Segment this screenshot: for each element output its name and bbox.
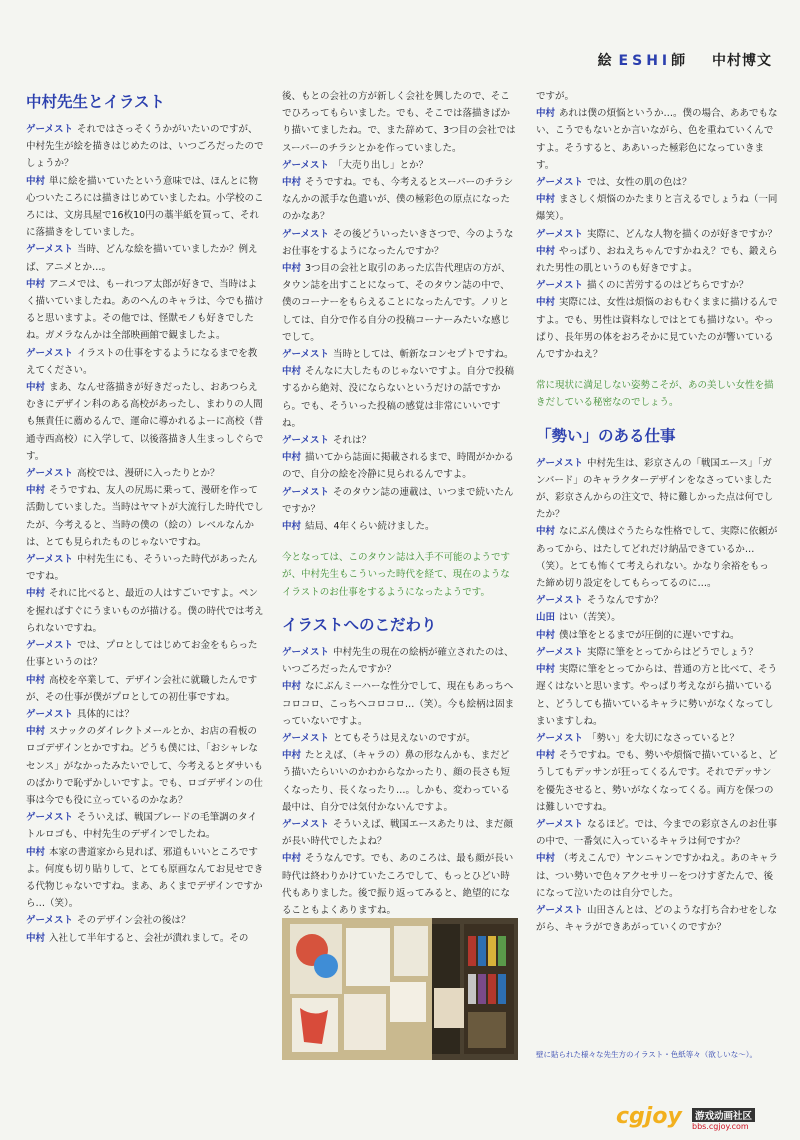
speech-text: それに比べると、最近の人はすごいですよ。ペンを握ればすぐにうまいものが描ける。僕の時代では考えられないですね。: [26, 588, 264, 634]
studio-photo: [282, 918, 518, 1060]
speech-text: 中村先生の現在の絵柄が確立されたのは、いつごろだったんですか？: [282, 646, 514, 676]
speech-text: そうですね。でも、今考えるとスーパーのチラシなんかの派手な色遣いが、僕の極彩色の原点になったのかなあ？: [282, 177, 514, 223]
column-1: [26, 90, 266, 947]
speech-text: なるほど。では、今までの彩京さんのお仕事の中で、一番気に入っているキャラは何ですか？: [536, 818, 778, 848]
speaker-label: 中村: [26, 278, 46, 290]
speech-text: 単に絵を描いていたという意味では、ほんとに物心ついたころには描きはじめていましたね。小学校のころには、文房具屋で16枚10円の藁半紙を買って、それに落描きをしていました。: [26, 175, 264, 239]
speaker-label: ゲーメスト: [282, 486, 330, 498]
interview-line: [536, 294, 778, 363]
speaker-label: 中村: [26, 485, 46, 497]
speaker-label: ゲーメスト: [26, 812, 74, 824]
logo-url: bbs.cgjoy.com: [692, 1122, 749, 1131]
interview-line: [26, 930, 266, 947]
speaker-label: 中村: [282, 750, 302, 762]
speaker-label: 中村: [536, 108, 556, 120]
speech-text: まあ、なんせ落描きが好きだったし、おあつらえむきにデザイン科のある高校があったし、まわりの人間も無責任に薦めるんで、運命に導かれるよーに高校（普通寺西高校）に入学して、以後落描き人生まっしぐらです。: [26, 382, 264, 462]
speech-text: 中村先生にも、そういった時代があったんですね。: [26, 554, 258, 583]
lead-paragraph-3: 常に現状に満足しない姿勢こそが、あの美しい女性を描きだしている秘密なのでしょう。: [536, 380, 774, 409]
interview-line: [26, 723, 266, 809]
interview-line: [282, 226, 518, 260]
speaker-label: 中村: [536, 297, 556, 309]
speech-text: そうなんですか？: [587, 595, 664, 607]
speaker-label: ゲーメスト: [536, 732, 584, 744]
artist-name: 中村博文: [712, 53, 772, 69]
studio-photo-image: [282, 918, 518, 1060]
speech-text: そうですね、友人の尻馬に乗って、漫研を作って活動していました。当時はヤマトが大流行した時代でしたが、今考えると、当時の僕の（絵の）レベルなんかは、とても見られたものじゃないですね。: [26, 485, 264, 548]
speech-text: はい（苦笑）。: [559, 612, 621, 624]
interview-body-2a: [282, 88, 518, 535]
speech-text: 実際に筆をとってからはどうでしょう？: [587, 646, 758, 658]
speech-text: そのタウン誌の連載は、いつまで続いたんですか？: [282, 486, 514, 515]
speaker-label: ゲーメスト: [536, 904, 584, 916]
speech-text: 後、もとの会社の方が新しく会社を興したので、そこでひろってもらいました。でも、そこでは落描きばかり描いてましたね。で、また辞めて、3つ目の会社ではスーパーのチラシとかを作っていました。: [282, 91, 516, 154]
article-header: [598, 50, 772, 70]
speech-text: アニメでは、もーれつア太郎が好きで、当時はよく描いていましたね。あのへんのキャラは、今でも描けると思いますよ。その他では、怪獣モノも好きでしたね。ガメラなんかは全部映画館で観ましたよ。: [26, 278, 264, 342]
interview-line: [536, 661, 778, 730]
interview-line: [26, 241, 266, 275]
speaker-label: 中村: [282, 521, 302, 533]
speech-text: では、プロとしてはじめてお金をもらった仕事というのは？: [26, 640, 258, 669]
interview-line: [26, 121, 266, 173]
speech-text: そういえば、戦国エースあたりは、まだ顔が長い時代でしたよね？: [282, 818, 514, 848]
speaker-label: 中村: [26, 382, 46, 394]
speech-text: 結局、4年くらい続けました。: [305, 521, 435, 533]
speaker-label: 中村: [282, 681, 302, 693]
speech-text: そのデザイン会社の後は？: [77, 915, 191, 927]
speech-text: 高校を卒業して、デザイン会社に就職したんですが、その仕事が僕がプロとしての初仕事ですね。: [26, 674, 258, 703]
speaker-label: ゲーメスト: [26, 244, 74, 256]
speech-text: やっぱり、おねえちゃんですかねえ？でも、鍛えられた男性の肌というのも好きですよ。: [536, 245, 778, 275]
speaker-label: ゲーメスト: [26, 554, 74, 566]
speech-text: 描いてから誌面に掲載されるまで、時間がかかるので、自分の絵を冷静に見られるんですよ。: [282, 452, 514, 481]
interview-line: [26, 706, 266, 723]
speaker-label: 中村: [536, 245, 556, 257]
interview-line: [282, 449, 518, 483]
interview-line: [26, 173, 266, 242]
interview-line: [536, 105, 778, 174]
interview-line: [26, 345, 266, 379]
speaker-label: 中村: [536, 629, 556, 641]
interview-line: [282, 644, 518, 678]
speaker-label: ゲーメスト: [282, 732, 330, 744]
interview-line: [536, 609, 778, 626]
speech-text: 実際に筆をとってからは、普通の方と比べて、そう遅くはないと思います。やっぱり考えながら描いていると、どうしても描いているキャラに勢いがなくなってしまいますしね。: [536, 664, 778, 727]
interview-line: [536, 850, 778, 902]
section-heading-illust: 中村先生とイラスト: [26, 93, 166, 111]
speaker-label: 中村: [26, 846, 46, 858]
speech-text: なにぶんミーハーな性分でして、現在もあっちへコロコロ、こっちへコロコロ…（笑）。今も絵柄は固まっていないですよ。: [282, 681, 515, 727]
interview-line: [26, 672, 266, 706]
speaker-label: ゲーメスト: [26, 708, 74, 720]
interview-line: [26, 551, 266, 585]
interview-line: [536, 88, 778, 105]
lead-paragraph-2: 今となっては、このタウン誌は入手不可能のようですが、中村先生もこういった時代を経て、現在のようなイラストのお仕事をするようになったようです。: [282, 552, 511, 598]
speaker-label: 中村: [536, 750, 556, 762]
interview-line: [26, 482, 266, 551]
interview-line: [26, 585, 266, 637]
speaker-label: 中村: [26, 175, 46, 187]
speech-text: まさしく煩悩のかたまりと言えるでしょうね（一同爆笑）。: [536, 194, 778, 223]
interview-line: [26, 844, 266, 913]
interview-line: [536, 592, 778, 609]
speaker-label: ゲーメスト: [26, 640, 74, 652]
speaker-label: ゲーメスト: [26, 124, 74, 135]
speaker-label: ゲーメスト: [26, 915, 74, 927]
speech-text: （考えこんで）ヤンニャンですかねえ。あのキャラは、つい勢いで色々アクセサリーをつけすぎたんで、後になって泣いたのは自分でした。: [536, 853, 778, 899]
speaker-label: ゲーメスト: [26, 468, 74, 480]
speaker-label: ゲーメスト: [282, 646, 330, 658]
speech-text: ですが。: [536, 91, 575, 102]
speech-text: それは？: [333, 435, 372, 447]
speech-text: それではさっそくうかがいたいのですが、中村先生が絵を描きはじめたのは、いつごろだったのでしょうか？: [26, 124, 264, 170]
interview-line: [282, 518, 518, 535]
speaker-label: ゲーメスト: [536, 280, 584, 292]
interview-line: [282, 850, 518, 919]
speech-text: イラストの仕事をするようになるまでを教えてください。: [26, 347, 258, 376]
speech-text: 当時としては、斬新なコンセプトですね。: [333, 349, 514, 361]
speaker-label: 中村: [282, 452, 302, 464]
speaker-label: ゲーメスト: [536, 228, 584, 240]
speech-text: 「大売り出し」とか？: [333, 159, 429, 171]
interview-body-1: [26, 121, 266, 947]
speaker-label: 中村: [536, 194, 556, 206]
speaker-label: ゲーメスト: [282, 349, 330, 361]
interview-line: [26, 637, 266, 671]
interview-line: [26, 276, 266, 345]
speaker-label: ゲーメスト: [282, 818, 330, 830]
speaker-label: ゲーメスト: [536, 818, 584, 830]
interview-line: [282, 730, 518, 747]
speech-text: 僕は筆をとるまでが圧倒的に遅いですね。: [559, 629, 740, 641]
speaker-label: ゲーメスト: [536, 177, 584, 189]
speaker-label: 中村: [282, 177, 302, 189]
interview-line: [536, 902, 778, 936]
cgjoy-logo: [616, 1104, 782, 1132]
speech-text: 入社して半年すると、会社が潰れまして。その: [49, 932, 249, 944]
interview-line: [26, 809, 266, 843]
speech-text: 本家の書道家から見れば、邪道もいいところですよ。何度も切り貼りして、とても原画なんてお見せできる代物じゃないですね。まあ、あくまでデザインですから…（笑）。: [26, 846, 264, 910]
speech-text: 中村先生は、彩京さんの「戦国エース」「ガンバード」のキャラクターデザインをなさっていましたが、彩京さんからの注文で、特に難しかった点は何でしたか？: [536, 457, 774, 521]
interview-line: [536, 730, 778, 747]
speech-text: 描くのに苦労するのはどちらですか？: [587, 280, 749, 292]
photo-caption: 壁に貼られた様々な先生方のイラスト・色紙等々（欲しいな～）。: [536, 1050, 758, 1059]
interview-line: [536, 226, 778, 243]
interview-line: [26, 379, 266, 465]
speech-text: そういえば、戦国ブレードの毛筆調のタイトルロゴも、中村先生のデザインでしたね。: [26, 812, 257, 841]
interview-line: [282, 88, 518, 157]
interview-line: [282, 816, 518, 850]
interview-line: [282, 363, 518, 432]
speaker-label: ゲーメスト: [282, 159, 330, 171]
interview-line: [282, 484, 518, 518]
interview-line: [536, 816, 778, 850]
speech-text: 高校では、漫研に入ったりとか？: [77, 468, 220, 480]
speech-text: あれは僕の煩悩というか…。僕の場合、ああでもない、こうでもないとか言いながら、色を重ねていくんですよ。そうすると、ああいった極彩色になっていきます。: [536, 108, 778, 171]
speech-text: とてもそうは見えないのですが。: [333, 732, 476, 744]
interview-line: [536, 523, 778, 592]
speech-text: その後どういったいきさつで、今のようなお仕事をするようになったんですか？: [282, 228, 514, 257]
speech-text: なにぶん僕はぐうたらな性格でして、実際に依頼があってから、はたしてどれだけ納品できているか…（笑）。とても怖くて考えられない。かなり余裕をもった締め切り設定をしてもらってるのに…。: [536, 526, 778, 590]
interview-line: [536, 627, 778, 644]
speaker-label: ゲーメスト: [536, 646, 584, 658]
speaker-label: ゲーメスト: [536, 457, 584, 469]
speech-text: では、女性の肌の色は？: [587, 177, 692, 189]
interview-line: [282, 174, 518, 226]
interview-line: [282, 747, 518, 816]
speaker-label: ゲーメスト: [26, 347, 74, 359]
interview-line: [282, 432, 518, 449]
speech-text: たとえば、（キャラの）鼻の形なんかも、まだどう描いたらいいのかわからなかったり、顔の長さも短くなったり、長くなったり…。しかも、変わっている最中は、自分では気付かないんですよ。: [282, 750, 511, 813]
interview-body-3b: [536, 455, 778, 937]
logo-tag: 游戏动画社区: [692, 1108, 755, 1122]
interview-line: [536, 455, 778, 524]
column-3: [536, 88, 778, 936]
interview-line: [536, 191, 778, 225]
interview-line: [26, 465, 266, 482]
speaker-label: 中村: [26, 674, 46, 686]
speaker-label: 中村: [26, 588, 46, 600]
speech-text: 「勢い」を大切になさっていると？: [587, 732, 740, 744]
interview-line: [282, 260, 518, 346]
column-2: [282, 88, 518, 954]
interview-line: [282, 346, 518, 363]
interview-line: [282, 157, 518, 174]
header-prefix: 絵: [597, 53, 613, 69]
speaker-label: 中村: [282, 853, 302, 865]
speaker-label: 中村: [536, 526, 556, 538]
speaker-label: 中村: [26, 932, 46, 944]
speaker-label: 中村: [536, 664, 556, 676]
speaker-label: 山田: [536, 612, 556, 624]
speaker-label: 中村: [282, 366, 302, 378]
header-suffix: 師: [671, 53, 687, 69]
speech-text: 山田さんとは、どのような打ち合わせをしながら、キャラができあがっていくのですか？: [536, 904, 778, 934]
speech-text: 実際には、女性は煩悩のおもむくままに描けるんですよ。でも、男性は資料なしではとても描けない。やっぱり、長年男の体をおろそかに見ていたのが響いているんですかねえ？: [536, 297, 778, 361]
speaker-label: ゲーメスト: [536, 595, 584, 607]
speech-text: スナックのダイレクトメールとか、お店の看板のロゴデザインとかですね。どうも僕には、「おシャレなセンス」がなかったみたいでして、今考えるとダサいものばかりで恥ずかしいですよ。でも、ロゴデザインの仕事は今でも役に立っているのかなあ？: [26, 726, 264, 806]
interview-line: [26, 912, 266, 929]
speaker-label: 中村: [26, 726, 46, 738]
interview-line: [536, 277, 778, 294]
interview-line: [536, 174, 778, 191]
speech-text: そうなんです。でも、あのころは、最も顔が長い時代は終わりかけていたころでして、もっとひどい時代もありました。後で振り返ってみると、絶望的になることもよくありますね。: [282, 853, 514, 916]
speech-text: 当時、どんな絵を描いていましたか？例えば、アニメとか…。: [26, 244, 258, 273]
speaker-label: 中村: [282, 263, 302, 275]
speech-text: そうですね。でも、勢いや煩悩で描いていると、どうしてもデッサンが狂ってくるんです。それでデッサンを優先させると、勢いがなくなってくる。両方を保つのは難しいですね。: [536, 750, 778, 813]
speaker-label: ゲーメスト: [282, 435, 330, 447]
section-heading-ikioi: 「勢い」のある仕事: [536, 426, 676, 445]
interview-line: [536, 243, 778, 277]
logo-brand: cgjoy: [616, 1104, 682, 1129]
interview-line: [536, 644, 778, 661]
interview-line: [536, 747, 778, 816]
interview-line: [282, 678, 518, 730]
speech-text: 3つ目の会社と取引のあった広告代理店の方が、タウン誌を出すことになって、そのタウン誌の中で、僕のコーナーをもらえることになったんです。ノリとしては、自分で作る自分の投稿コーナーみたいな感じでして。: [282, 263, 511, 343]
interview-body-3a: [536, 88, 778, 363]
speaker-label: 中村: [536, 853, 556, 865]
interview-body-2b: [282, 644, 518, 954]
speech-text: 具体的には？: [77, 708, 135, 720]
header-latin: ESHI: [618, 53, 672, 69]
speaker-label: ゲーメスト: [282, 228, 330, 240]
speech-text: そんなに大したものじゃないですよ。自分で投稿するから絶対、没にならないというだけの話ですから。でも、そういった投稿の感覚は非常にいいですね。: [282, 366, 515, 429]
speech-text: 実際に、どんな人物を描くのが好きですか？: [587, 228, 778, 240]
section-heading-kodawari: イラストへのこだわり: [282, 615, 437, 634]
